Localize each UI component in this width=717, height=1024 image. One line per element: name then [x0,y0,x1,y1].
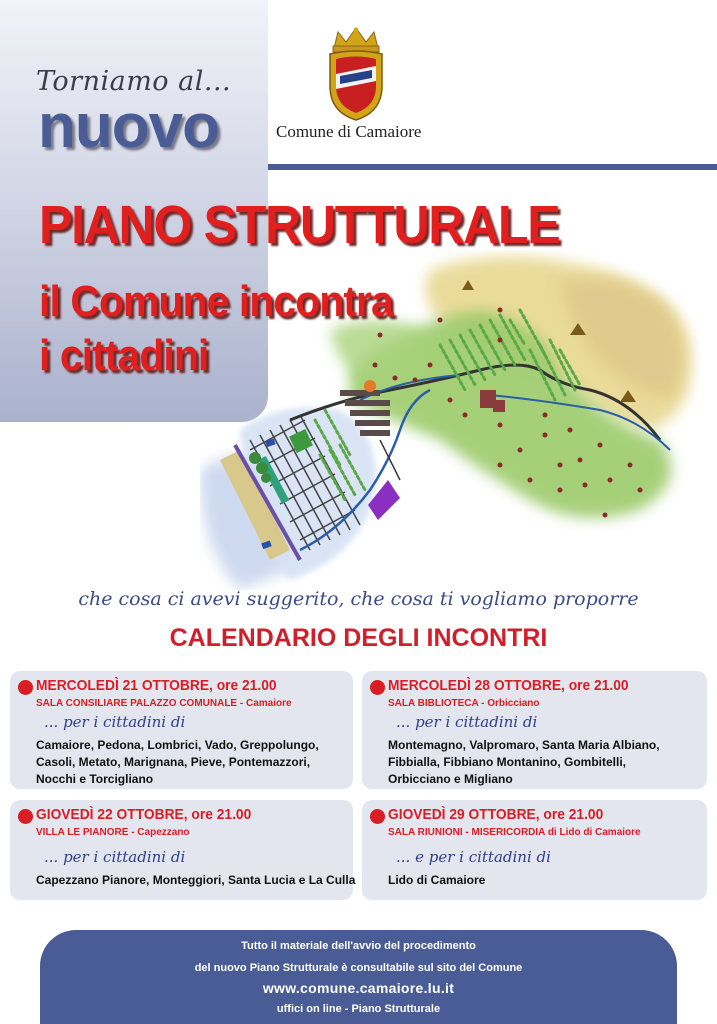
footer-line-2: del nuovo Piano Strutturale è consultabile sul sito del Comune [194,962,523,974]
header-divider [268,164,717,170]
bullet-dot-icon [18,809,33,824]
nuovo-heading: nuovo [38,92,219,161]
event-venue: SALA BIBLIOTECA - Orbicciano [388,698,540,709]
places-line: Lido di Camaiore [388,873,486,887]
places-line: Montemagno, Valpromaro, Santa Maria Albiano, [388,738,660,752]
event-audience-label: ... per i cittadini di [44,848,186,866]
footer-line-4: uffici on line - Piano Strutturale [276,1003,441,1015]
tagline: Torniamo al... [36,66,232,97]
event-venue: SALA RIUNIONI - MISERICORDIA di Lido di Camaiore [388,827,641,838]
places-line: Orbicciano e Migliano [388,772,513,786]
event-places [388,872,485,889]
places-line: Fibbialla, Fibbiano Montanino, Gombitelli, [388,755,626,769]
footer-website-link[interactable]: www.comune.camaiore.lu.it [262,980,455,996]
event-audience-label: ... per i cittadini di [396,713,538,731]
places-line: Camaiore, Pedona, Lombrici, Vado, Greppolungo, [36,738,319,752]
footer-banner [40,930,677,1024]
places-line: Casoli, Metato, Marignana, Pieve, Pontemazzori, [36,755,311,769]
event-audience-label: ... per i cittadini di [44,713,186,731]
event-audience-label: ... e per i cittadini di [396,848,551,866]
event-date: GIOVEDÌ 29 OTTOBRE, ore 21.00 [388,806,604,823]
places-line: Nocchi e Torcigliano [36,772,154,786]
event-places [388,737,660,788]
event-places [36,737,319,788]
places-line: Capezzano Pianore, Monteggiori, Santa Lucia e La Culla [36,873,356,887]
event-places [36,872,355,889]
title-piano-strutturale: PIANO STRUTTURALE [39,195,560,255]
event-card [10,671,353,789]
event-date: GIOVEDÌ 22 OTTOBRE, ore 21.00 [36,806,252,823]
bullet-dot-icon [18,680,33,695]
footer-line-1: Tutto il materiale dell'avvio del procedimento [241,940,476,952]
calendar-heading: CALENDARIO DEGLI INCONTRI [169,624,548,652]
bullet-dot-icon [370,809,385,824]
event-card [362,671,707,789]
event-card [362,800,707,900]
comune-crest-logo [324,26,388,122]
event-date: MERCOLEDÌ 21 OTTOBRE, ore 21.00 [36,677,277,694]
title-comune-incontra: il Comune incontra [39,277,393,326]
italic-subtitle: che cosa ci avevi suggerito, che cosa ti vogliamo proporre [78,588,639,610]
event-card [10,800,356,900]
bullet-dot-icon [370,680,385,695]
event-date: MERCOLEDÌ 28 OTTOBRE, ore 21.00 [388,677,629,694]
event-venue: VILLA LE PIANORE - Capezzano [36,827,190,838]
comune-name: Comune di Camaiore [276,122,422,141]
event-venue: SALA CONSILIARE PALAZZO COMUNALE - Camaiore [36,698,292,709]
title-cittadini: i cittadini [39,331,209,380]
